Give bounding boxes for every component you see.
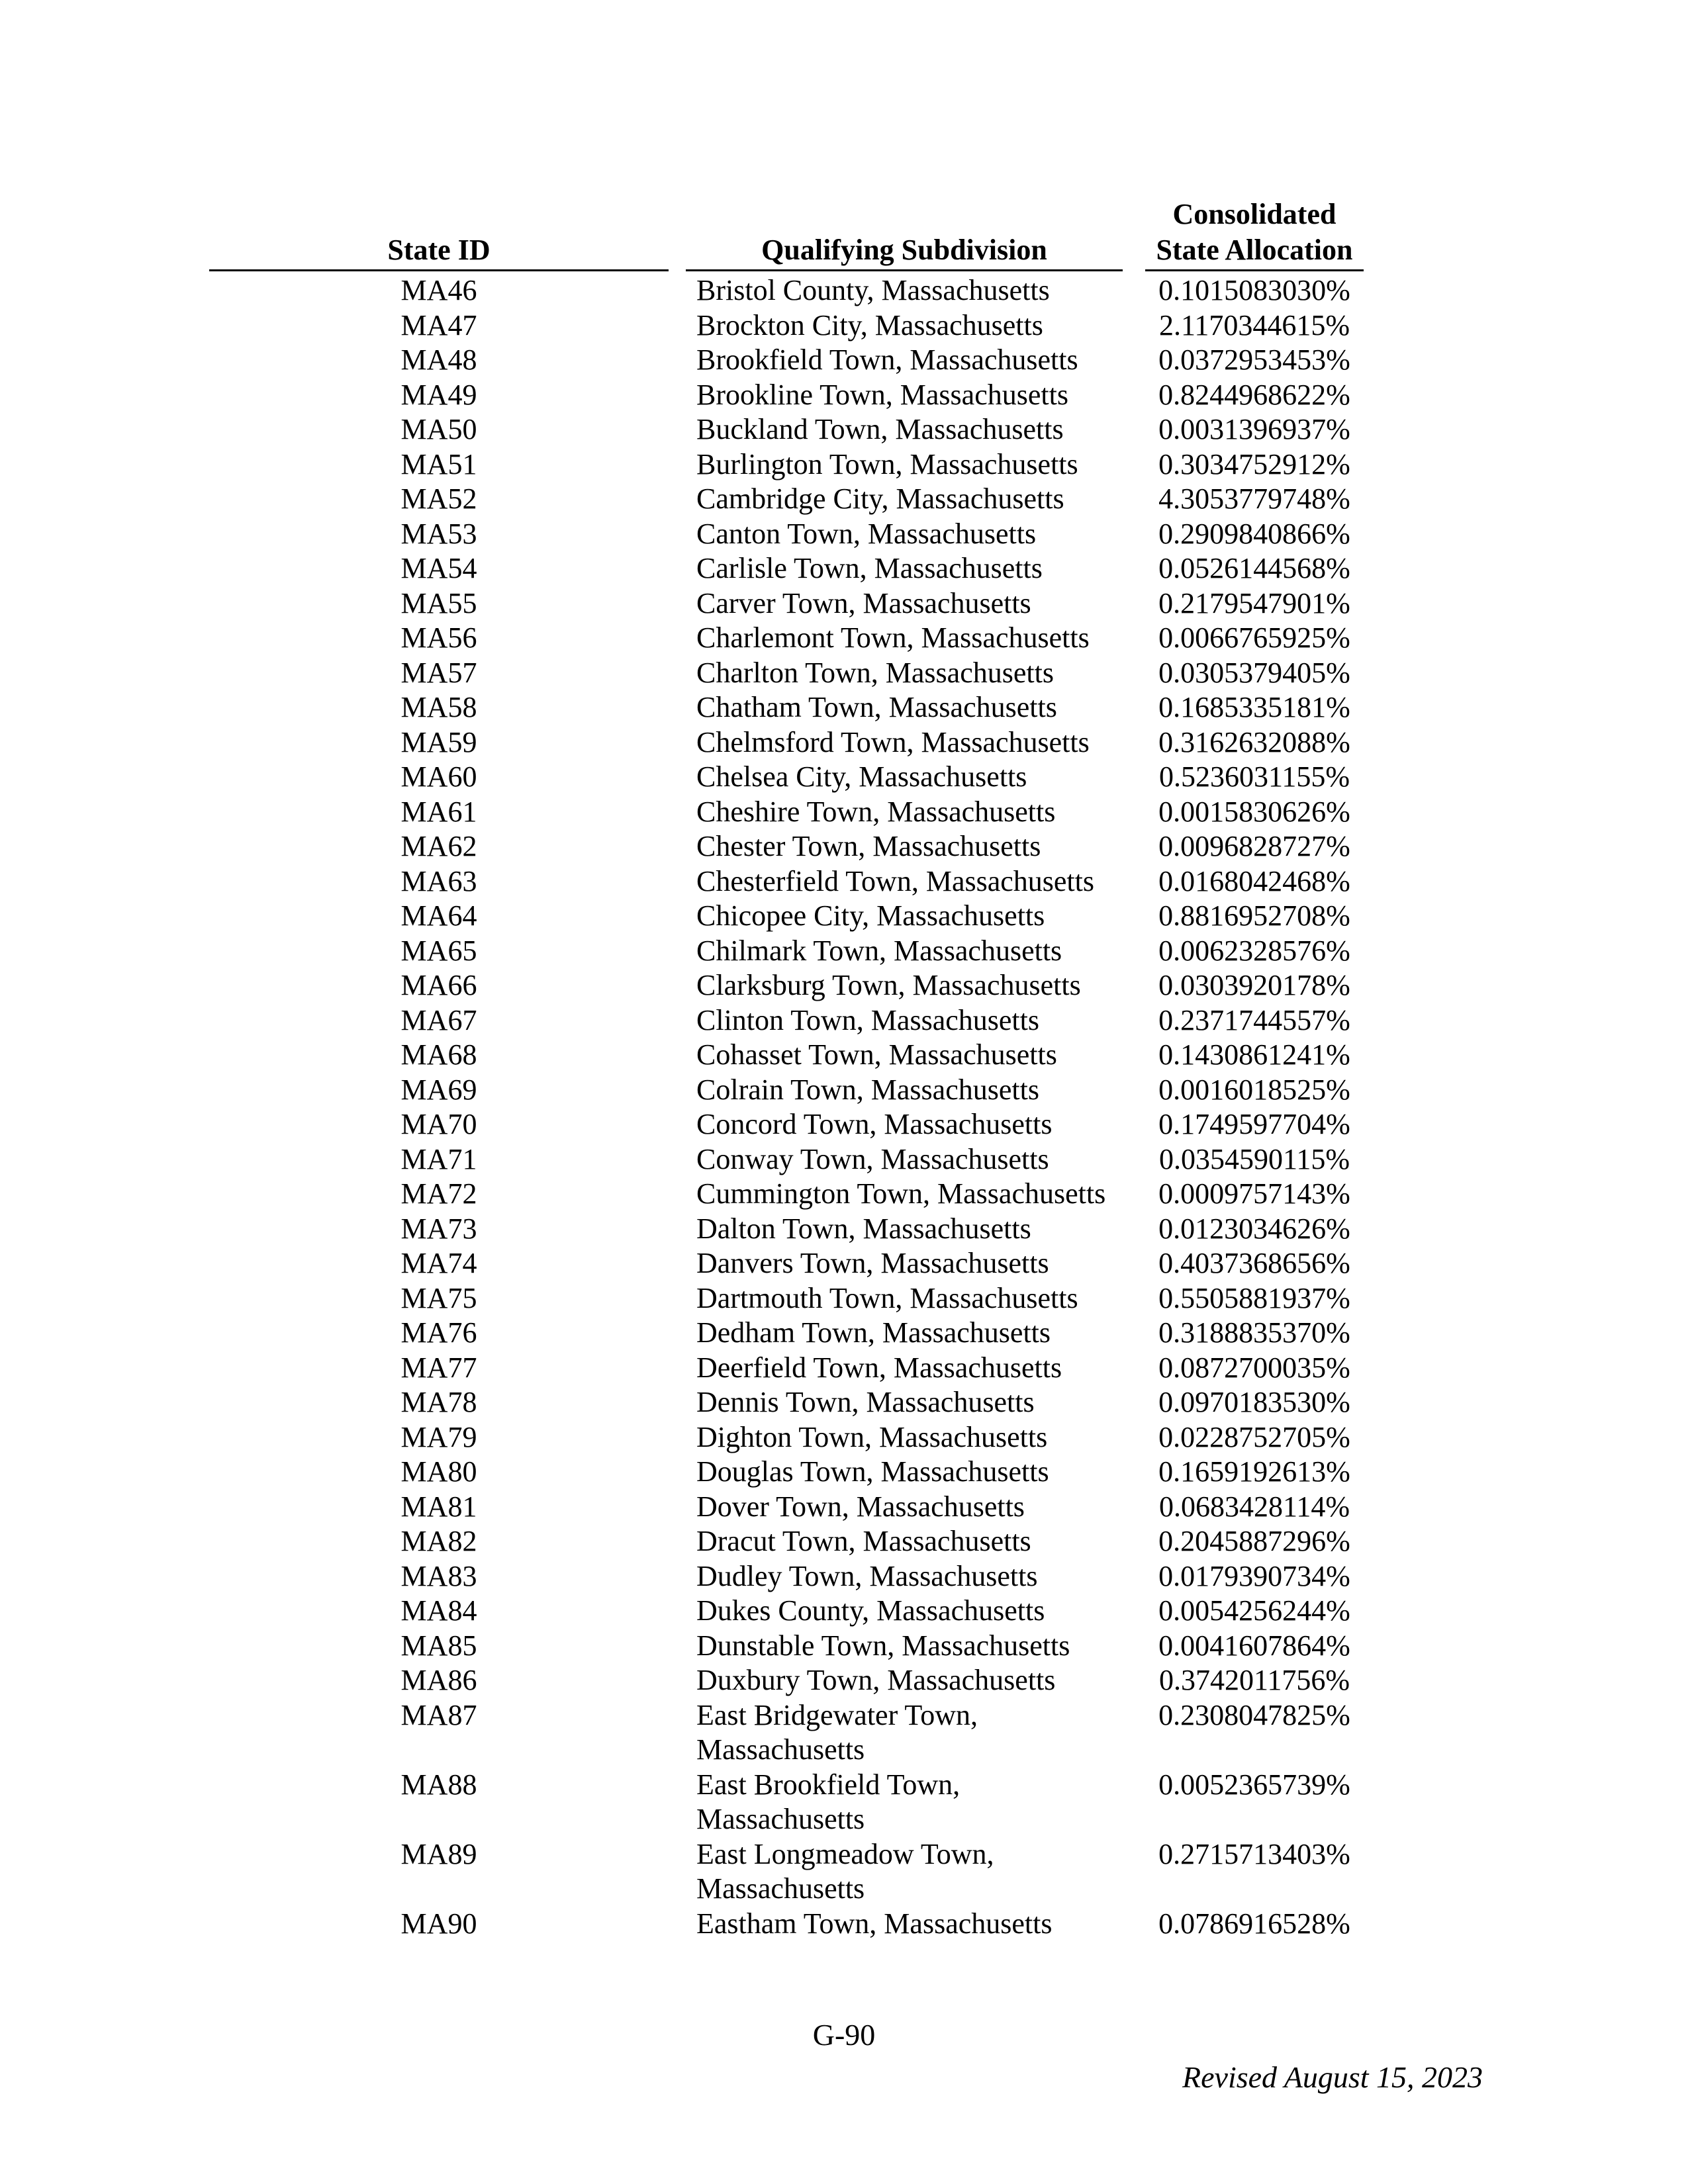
table-row xyxy=(0,1559,1688,1594)
state-id-cell: MA89 xyxy=(400,1837,477,1870)
table-row xyxy=(0,308,1688,343)
subdivision-cell: Dighton Town, Massachusetts xyxy=(696,1420,1048,1453)
allocation-cell: 0.1430861241% xyxy=(1158,1038,1350,1071)
header-state-id-label: State ID xyxy=(387,234,491,266)
table-row xyxy=(0,934,1688,969)
subdivision-cell: Dedham Town, Massachusetts xyxy=(696,1316,1051,1349)
allocation-cell: 2.1170344615% xyxy=(1158,308,1350,341)
table-row xyxy=(0,412,1688,447)
state-id-cell: MA87 xyxy=(400,1698,477,1731)
table-row xyxy=(0,1316,1688,1351)
table-row xyxy=(0,482,1688,517)
allocation-cell: 0.0354590115% xyxy=(1158,1142,1350,1175)
table-row xyxy=(0,1663,1688,1698)
allocation-cell: 0.0372953453% xyxy=(1158,343,1350,376)
state-id-cell: MA66 xyxy=(400,969,477,1001)
allocation-cell: 0.3162632088% xyxy=(1158,725,1350,758)
table-row xyxy=(0,1524,1688,1559)
table-row xyxy=(0,1107,1688,1142)
subdivision-cell: Chelmsford Town, Massachusetts xyxy=(696,725,1090,758)
subdivision-cell: Chilmark Town, Massachusetts xyxy=(696,934,1062,967)
allocation-cell: 0.0015830626% xyxy=(1158,795,1350,828)
subdivision-cell: Douglas Town, Massachusetts xyxy=(696,1455,1049,1488)
allocation-cell: 0.5505881937% xyxy=(1158,1281,1350,1314)
subdivision-cell: Chester Town, Massachusetts xyxy=(696,830,1041,862)
allocation-cell: 0.0096828727% xyxy=(1158,830,1350,862)
table-row xyxy=(0,1629,1688,1664)
table-row xyxy=(0,1073,1688,1108)
subdivision-cell: Brookline Town, Massachusetts xyxy=(696,378,1068,411)
subdivision-cell: Chelsea City, Massachusetts xyxy=(696,760,1027,793)
state-id-cell: MA48 xyxy=(400,343,477,376)
table-row xyxy=(0,1246,1688,1281)
state-id-cell: MA69 xyxy=(400,1073,477,1106)
allocation-cell: 0.0305379405% xyxy=(1158,656,1350,689)
subdivision-cell: Cheshire Town, Massachusetts xyxy=(696,795,1056,828)
header-qualifying-subdivision xyxy=(686,232,1123,271)
subdivision-cell: Dracut Town, Massachusetts xyxy=(696,1525,1031,1557)
table-row xyxy=(0,864,1688,899)
subdivision-cell: Duxbury Town, Massachusetts xyxy=(696,1664,1056,1696)
allocation-cell: 0.0062328576% xyxy=(1158,934,1350,967)
allocation-cell: 0.0016018525% xyxy=(1158,1073,1350,1106)
allocation-cell: 0.3034752912% xyxy=(1158,447,1350,480)
subdivision-cell: Dukes County, Massachusetts xyxy=(696,1594,1045,1627)
allocation-cell: 0.0786916528% xyxy=(1158,1907,1350,1940)
state-id-cell: MA59 xyxy=(400,725,477,758)
subdivision-cell: Cohasset Town, Massachusetts xyxy=(696,1038,1057,1071)
subdivision-cell: Charlemont Town, Massachusetts xyxy=(696,621,1090,654)
header-allocation-line1: Consolidated xyxy=(1172,198,1336,230)
subdivision-cell: East Brookfield Town, Massachusetts xyxy=(696,1768,961,1835)
allocation-cell: 0.8244968622% xyxy=(1158,378,1350,411)
subdivision-cell: Chesterfield Town, Massachusetts xyxy=(696,864,1095,897)
state-id-cell: MA68 xyxy=(400,1038,477,1071)
state-id-cell: MA81 xyxy=(400,1490,477,1523)
state-id-cell: MA74 xyxy=(400,1247,477,1279)
state-id-cell: MA90 xyxy=(400,1907,477,1940)
allocation-cell: 0.3742011756% xyxy=(1158,1664,1350,1696)
state-id-cell: MA80 xyxy=(400,1455,477,1488)
subdivision-cell: Dunstable Town, Massachusetts xyxy=(696,1629,1070,1662)
state-id-cell: MA84 xyxy=(400,1594,477,1627)
allocation-cell: 0.0228752705% xyxy=(1158,1420,1350,1453)
state-id-cell: MA62 xyxy=(400,830,477,862)
table-row xyxy=(0,1490,1688,1525)
subdivision-cell: Cummington Town, Massachusetts xyxy=(696,1177,1106,1210)
state-id-cell: MA46 xyxy=(400,274,477,306)
table-row xyxy=(0,760,1688,795)
table-row xyxy=(0,1351,1688,1386)
state-id-cell: MA54 xyxy=(400,552,477,584)
table-row xyxy=(0,1038,1688,1073)
table-row xyxy=(0,1177,1688,1212)
table-row xyxy=(0,1455,1688,1490)
allocation-cell: 0.4037368656% xyxy=(1158,1247,1350,1279)
table-row xyxy=(0,1385,1688,1420)
state-id-cell: MA82 xyxy=(400,1525,477,1557)
subdivision-cell: Brockton City, Massachusetts xyxy=(696,308,1043,341)
header-allocation-line2: State Allocation xyxy=(1156,234,1353,266)
allocation-cell: 0.5236031155% xyxy=(1158,760,1350,793)
table-row xyxy=(0,1142,1688,1177)
state-id-cell: MA85 xyxy=(400,1629,477,1662)
subdivision-cell: East Longmeadow Town, Massachusetts xyxy=(696,1837,994,1905)
subdivision-cell: Brookfield Town, Massachusetts xyxy=(696,343,1078,376)
state-id-cell: MA70 xyxy=(400,1108,477,1140)
state-id-cell: MA53 xyxy=(400,517,477,550)
table-row xyxy=(0,1420,1688,1455)
table-row xyxy=(0,1837,1688,1907)
subdivision-cell: Danvers Town, Massachusetts xyxy=(696,1247,1049,1279)
allocation-cell: 0.1659192613% xyxy=(1158,1455,1350,1488)
table-body xyxy=(0,273,1688,1941)
allocation-cell: 0.2715713403% xyxy=(1158,1837,1350,1870)
state-id-cell: MA61 xyxy=(400,795,477,828)
allocation-cell: 0.0526144568% xyxy=(1158,552,1350,584)
state-id-cell: MA52 xyxy=(400,482,477,515)
table-row xyxy=(0,1212,1688,1247)
state-id-cell: MA50 xyxy=(400,413,477,445)
table-row xyxy=(0,586,1688,621)
allocation-cell: 0.0303920178% xyxy=(1158,969,1350,1001)
table-row xyxy=(0,1698,1688,1768)
allocation-cell: 0.0168042468% xyxy=(1158,864,1350,897)
state-id-cell: MA58 xyxy=(400,691,477,723)
allocation-cell: 0.0179390734% xyxy=(1158,1559,1350,1592)
table-row xyxy=(0,447,1688,482)
allocation-cell: 0.1685335181% xyxy=(1158,691,1350,723)
allocation-cell: 0.1015083030% xyxy=(1158,274,1350,306)
state-id-cell: MA75 xyxy=(400,1281,477,1314)
state-id-cell: MA78 xyxy=(400,1386,477,1418)
subdivision-cell: Dudley Town, Massachusetts xyxy=(696,1559,1038,1592)
state-id-cell: MA51 xyxy=(400,447,477,480)
state-id-cell: MA55 xyxy=(400,586,477,619)
state-id-cell: MA64 xyxy=(400,899,477,932)
subdivision-cell: Carlisle Town, Massachusetts xyxy=(696,552,1043,584)
subdivision-cell: Dennis Town, Massachusetts xyxy=(696,1386,1035,1418)
table-row xyxy=(0,551,1688,586)
allocation-cell: 0.0009757143% xyxy=(1158,1177,1350,1210)
subdivision-cell: Eastham Town, Massachusetts xyxy=(696,1907,1053,1940)
allocation-cell: 0.2045887296% xyxy=(1158,1525,1350,1557)
allocation-cell: 0.8816952708% xyxy=(1158,899,1350,932)
table-row xyxy=(0,656,1688,691)
allocation-cell: 0.0123034626% xyxy=(1158,1212,1350,1245)
subdivision-cell: Colrain Town, Massachusetts xyxy=(696,1073,1039,1106)
subdivision-cell: Carver Town, Massachusetts xyxy=(696,586,1031,619)
allocation-cell: 0.2909840866% xyxy=(1158,517,1350,550)
table-row xyxy=(0,899,1688,934)
subdivision-cell: Chatham Town, Massachusetts xyxy=(696,691,1057,723)
table-row xyxy=(0,829,1688,864)
allocation-cell: 0.1749597704% xyxy=(1158,1108,1350,1140)
table-row xyxy=(0,1907,1688,1942)
table-row xyxy=(0,1003,1688,1038)
state-id-cell: MA67 xyxy=(400,1003,477,1036)
subdivision-cell: Charlton Town, Massachusetts xyxy=(696,656,1054,689)
allocation-cell: 0.0031396937% xyxy=(1158,413,1350,445)
state-id-cell: MA72 xyxy=(400,1177,477,1210)
allocation-cell: 0.0054256244% xyxy=(1158,1594,1350,1627)
table-row xyxy=(0,273,1688,308)
subdivision-cell: Bristol County, Massachusetts xyxy=(696,274,1050,306)
subdivision-cell: Buckland Town, Massachusetts xyxy=(696,413,1064,445)
subdivision-cell: Cambridge City, Massachusetts xyxy=(696,482,1064,515)
table-row xyxy=(0,795,1688,830)
state-id-cell: MA86 xyxy=(400,1664,477,1696)
allocation-cell: 0.0683428114% xyxy=(1158,1490,1350,1523)
subdivision-cell: Clarksburg Town, Massachusetts xyxy=(696,969,1081,1001)
state-id-cell: MA63 xyxy=(400,864,477,897)
allocation-cell: 4.3053779748% xyxy=(1158,482,1350,515)
header-consolidated-state-allocation xyxy=(1145,197,1364,271)
allocation-cell: 0.2308047825% xyxy=(1158,1698,1350,1731)
table-row xyxy=(0,690,1688,725)
table-row xyxy=(0,378,1688,413)
allocation-cell: 0.0052365739% xyxy=(1158,1768,1350,1801)
subdivision-cell: Dartmouth Town, Massachusetts xyxy=(696,1281,1078,1314)
subdivision-cell: Clinton Town, Massachusetts xyxy=(696,1003,1039,1036)
subdivision-cell: Concord Town, Massachusetts xyxy=(696,1108,1053,1140)
table-row xyxy=(0,1768,1688,1837)
state-id-cell: MA47 xyxy=(400,308,477,341)
subdivision-cell: Canton Town, Massachusetts xyxy=(696,517,1037,550)
table-row xyxy=(0,517,1688,552)
table-row xyxy=(0,1594,1688,1629)
state-id-cell: MA88 xyxy=(400,1768,477,1801)
table-row xyxy=(0,725,1688,760)
table-row xyxy=(0,621,1688,656)
state-id-cell: MA77 xyxy=(400,1351,477,1384)
state-id-cell: MA76 xyxy=(400,1316,477,1349)
header-state-id xyxy=(209,232,669,271)
allocation-cell: 0.3188835370% xyxy=(1158,1316,1350,1349)
allocation-cell: 0.0872700035% xyxy=(1158,1351,1350,1384)
allocation-cell: 0.2371744557% xyxy=(1158,1003,1350,1036)
state-id-cell: MA57 xyxy=(400,656,477,689)
page-number: G-90 xyxy=(812,2018,876,2052)
header-subdivision-label: Qualifying Subdivision xyxy=(761,234,1047,266)
state-id-cell: MA71 xyxy=(400,1142,477,1175)
table-row xyxy=(0,1281,1688,1316)
allocation-cell: 0.0970183530% xyxy=(1158,1386,1350,1418)
subdivision-cell: Chicopee City, Massachusetts xyxy=(696,899,1045,932)
subdivision-cell: Dalton Town, Massachusetts xyxy=(696,1212,1031,1245)
state-id-cell: MA65 xyxy=(400,934,477,967)
table-row xyxy=(0,343,1688,378)
allocation-cell: 0.2179547901% xyxy=(1158,586,1350,619)
allocation-cell: 0.0041607864% xyxy=(1158,1629,1350,1662)
subdivision-cell: Dover Town, Massachusetts xyxy=(696,1490,1025,1523)
state-id-cell: MA73 xyxy=(400,1212,477,1245)
state-id-cell: MA49 xyxy=(400,378,477,411)
revision-date: Revised August 15, 2023 xyxy=(1182,2060,1483,2094)
state-id-cell: MA83 xyxy=(400,1559,477,1592)
state-id-cell: MA56 xyxy=(400,621,477,654)
subdivision-cell: Burlington Town, Massachusetts xyxy=(696,447,1078,480)
allocation-cell: 0.0066765925% xyxy=(1158,621,1350,654)
table-row xyxy=(0,968,1688,1003)
state-id-cell: MA79 xyxy=(400,1420,477,1453)
subdivision-cell: Conway Town, Massachusetts xyxy=(696,1142,1049,1175)
subdivision-cell: Deerfield Town, Massachusetts xyxy=(696,1351,1062,1384)
state-id-cell: MA60 xyxy=(400,760,477,793)
subdivision-cell: East Bridgewater Town, Massachusetts xyxy=(696,1698,978,1766)
table-header xyxy=(0,199,1688,271)
